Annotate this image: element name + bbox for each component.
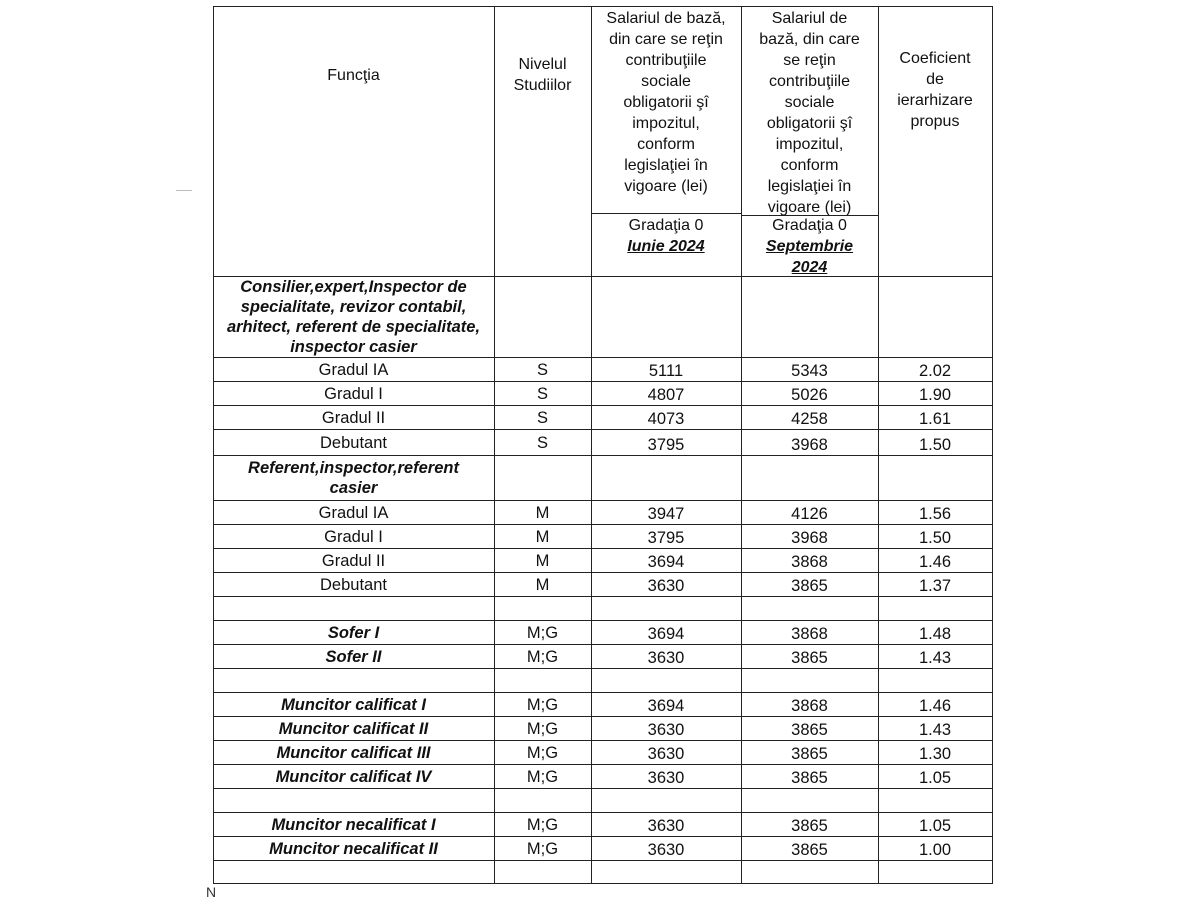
function-cell: Muncitor necalificat II — [269, 839, 438, 858]
table-right-border — [992, 6, 993, 884]
header-line: Salariul de — [771, 10, 848, 27]
salary-septembrie-cell: 3865 — [791, 841, 828, 859]
salary-septembrie-cell: 5343 — [791, 362, 828, 380]
header-line: conform — [637, 136, 695, 153]
function-cell: Muncitor calificat III — [276, 743, 431, 762]
gradatia-date: Iunie 2024 — [627, 238, 705, 255]
salary-septembrie-cell: 4258 — [791, 410, 828, 428]
salary-septembrie-cell: 3865 — [791, 745, 828, 763]
nivel-cell: S — [536, 384, 548, 403]
header-line: Funcţia — [327, 66, 380, 84]
nivel-cell: M — [535, 503, 550, 522]
coeficient-cell: 2.02 — [918, 362, 952, 380]
header-line: legislaţiei în — [767, 178, 852, 195]
coeficient-cell: 1.48 — [918, 625, 952, 643]
function-cell: Gradul II — [321, 408, 386, 427]
gradatia-date: 2024 — [791, 259, 828, 276]
salary-septembrie-cell: 5026 — [791, 386, 828, 404]
salary-iunie-cell: 4073 — [647, 410, 685, 428]
gradatia-label: Gradaţia 0 — [772, 217, 847, 234]
salary-iunie-cell: 3795 — [647, 436, 685, 454]
coeficient-cell: 1.00 — [918, 841, 952, 859]
nivel-cell: M — [535, 551, 550, 570]
gradatia-date: Septembrie — [765, 238, 854, 255]
gradatia-separator — [591, 213, 742, 214]
header-line: de — [926, 71, 944, 88]
salary-iunie-cell: 3630 — [647, 649, 685, 667]
nivel-cell: M;G — [526, 695, 559, 714]
salary-iunie-cell: 3630 — [647, 841, 685, 859]
salary-iunie-cell: 3694 — [647, 625, 685, 643]
function-cell: Gradul II — [321, 551, 386, 570]
salary-septembrie-cell: 3865 — [791, 649, 828, 667]
row-border — [213, 883, 993, 884]
function-cell: Gradul I — [324, 527, 383, 546]
nivel-cell: S — [536, 360, 548, 379]
salary-iunie-cell: 3795 — [647, 529, 685, 547]
header-line: Nivelul — [518, 56, 567, 73]
salary-septembrie-cell: 3868 — [791, 553, 828, 571]
header-line: impozitul, — [775, 136, 844, 153]
header-line: ierarhizare — [897, 92, 973, 109]
nivel-cell: M;G — [526, 743, 559, 762]
salary-septembrie-cell: 3865 — [791, 721, 828, 739]
salary-iunie-cell: 3947 — [647, 505, 685, 523]
function-cell: Gradul IA — [318, 503, 389, 522]
nivel-cell: S — [536, 433, 548, 452]
function-cell: Sofer II — [325, 647, 382, 666]
salary-iunie-cell: 3630 — [647, 769, 685, 787]
coeficient-cell: 1.30 — [918, 745, 952, 763]
salary-septembrie-cell: 3865 — [791, 817, 828, 835]
row-border — [213, 596, 993, 597]
function-cell: Gradul I — [324, 384, 383, 403]
header-coeficient — [878, 48, 992, 138]
coeficient-cell: 1.46 — [918, 553, 952, 571]
header-line: contribuţiile — [769, 73, 850, 90]
function-cell: Muncitor necalificat I — [271, 815, 436, 834]
header-line: sociale — [784, 94, 835, 111]
coeficient-cell: 1.43 — [918, 649, 952, 667]
group-title: Consilier,expert,Inspector de specialitate, revizor contabil, arhitect, referent de specialitate, inspector casier — [226, 277, 481, 356]
coeficient-cell: 1.50 — [918, 529, 952, 547]
coeficient-cell: 1.90 — [918, 386, 952, 404]
salary-septembrie-cell: 3865 — [791, 769, 828, 787]
gradatia-label: Gradaţia 0 — [628, 217, 704, 234]
gradatia-septembrie — [741, 215, 878, 277]
header-line: vigoare (lei) — [767, 199, 852, 216]
table-top-border — [213, 6, 993, 7]
header-line: obligatorii şî — [623, 94, 709, 111]
scan-margin-mark — [176, 190, 192, 191]
nivel-cell: M — [535, 575, 550, 594]
coeficient-cell: 1.43 — [918, 721, 952, 739]
group-title: Referent,inspector,referent casier — [248, 458, 459, 497]
header-line: Salariul de bază, — [606, 10, 726, 27]
salary-iunie-cell: 3630 — [647, 745, 685, 763]
header-salariu-septembrie — [741, 8, 878, 216]
salary-septembrie-cell: 3968 — [791, 529, 828, 547]
row-border — [213, 860, 993, 861]
salary-septembrie-cell: 3868 — [791, 625, 828, 643]
function-cell: Debutant — [320, 575, 387, 594]
header-nivel-studiilor — [494, 10, 591, 140]
salary-iunie-cell: 5111 — [648, 362, 684, 380]
salary-septembrie-cell: 4126 — [791, 505, 828, 523]
header-line: bază, din care — [759, 31, 860, 48]
coeficient-cell: 1.61 — [918, 410, 952, 428]
function-cell: Muncitor calificat I — [281, 695, 426, 714]
function-cell: Debutant — [320, 433, 387, 452]
header-line: sociale — [641, 73, 691, 90]
nivel-cell: M;G — [526, 815, 559, 834]
nivel-cell: M;G — [526, 719, 559, 738]
salary-septembrie-cell: 3868 — [791, 697, 828, 715]
coeficient-cell: 1.05 — [918, 817, 952, 835]
salary-iunie-cell: 3630 — [647, 817, 685, 835]
salary-iunie-cell: 4807 — [647, 386, 685, 404]
coeficient-cell: 1.46 — [918, 697, 952, 715]
row-border — [213, 788, 993, 789]
nivel-cell: M;G — [526, 623, 559, 642]
nivel-cell: M;G — [526, 767, 559, 786]
coeficient-cell: 1.37 — [918, 577, 952, 595]
header-line: obligatorii şî — [766, 115, 853, 132]
header-line: vigoare (lei) — [624, 178, 708, 195]
header-line: Coeficient — [899, 50, 971, 67]
gradatia-iunie — [591, 215, 741, 259]
salary-iunie-cell: 3630 — [647, 721, 685, 739]
header-functia — [213, 10, 494, 140]
row-border — [213, 668, 993, 669]
header-line: se reţin — [783, 52, 836, 69]
salary-iunie-cell: 3694 — [647, 697, 685, 715]
header-line: din care se reţin — [609, 31, 723, 48]
coeficient-cell: 1.56 — [918, 505, 952, 523]
header-line: contribuţiile — [625, 52, 707, 69]
function-cell: Muncitor calificat IV — [275, 767, 432, 786]
coeficient-cell: 1.50 — [918, 436, 952, 454]
nivel-cell: M — [535, 527, 550, 546]
coeficient-cell: 1.05 — [918, 769, 952, 787]
salary-iunie-cell: 3694 — [647, 553, 685, 571]
header-line: conform — [780, 157, 839, 174]
nivel-cell: S — [536, 408, 548, 427]
header-line: propus — [910, 113, 960, 130]
header-line: Studiilor — [513, 77, 572, 94]
salary-iunie-cell: 3630 — [647, 577, 685, 595]
salary-septembrie-cell: 3865 — [791, 577, 828, 595]
function-cell: Sofer I — [327, 623, 380, 642]
function-cell: Muncitor calificat II — [278, 719, 429, 738]
function-cell: Gradul IA — [318, 360, 389, 379]
header-line: impozitul, — [632, 115, 700, 132]
header-salariu-iunie — [591, 8, 741, 198]
stray-mark: N — [206, 884, 217, 900]
header-line: legislaţiei în — [624, 157, 708, 174]
salary-septembrie-cell: 3968 — [791, 436, 828, 454]
nivel-cell: M;G — [526, 647, 559, 666]
nivel-cell: M;G — [526, 839, 559, 858]
